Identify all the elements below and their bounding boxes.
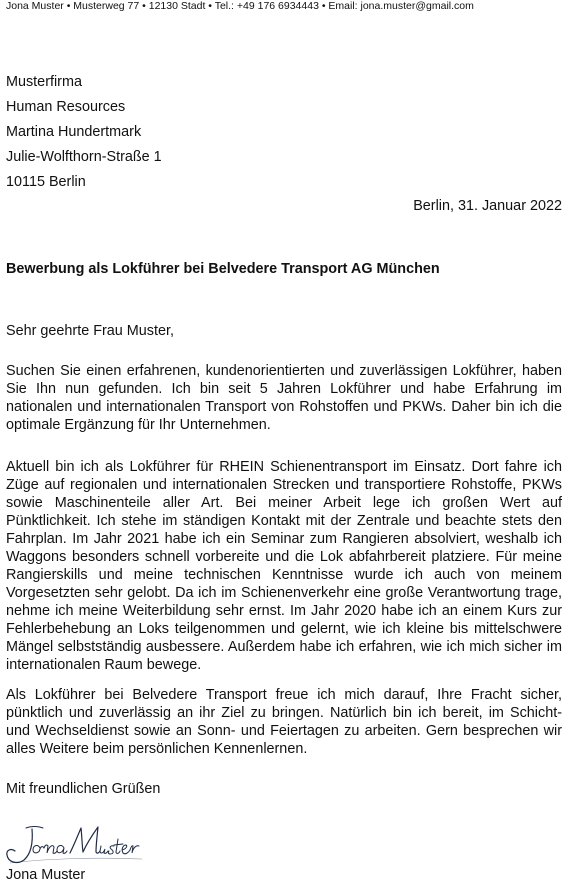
body-paragraph-experience: Aktuell bin ich als Lokführer für RHEIN Schienentransport im Einsatz. Dort fahre ich Züge auf regionalen und internationalen Strecken und transportiere Rohstoffe, PKWs sowie Maschinenteile aller Art. Bei meiner Arbeit lege ich großen Wert auf Pünktlichkeit. Ich stehe im ständigen Kontakt mit der Zentrale und beachte stets den Fahrplan. Im Jahr 2021 habe ich ein Seminar zum Rangieren absolviert, weshalb ich Waggons besonders schnell vorbereite und die Lok abfahrbereit platziere. Für meine Rangierskills und meine technischen Kenntnisse wurde ich auch von meinem Vorgesetzten sehr gelobt. Da ich im Schienenverkehr eine große Verantwortung trage, nehme ich meine Weiterbildung sehr ernst. Im Jahr 2020 habe ich an einem Kurs zur Fehlerbehebung an Loks teilgenommen und gelernt, wie ich kleine bis mittelschwere Mängel selbstständig ausbessere. Außerdem habe ich erfahren, wie ich mich sicher im internationalen Raum bewege. (6, 459, 562, 673)
letter-subject: Bewerbung als Lokführer bei Belvedere Transport AG München (6, 261, 440, 277)
salutation: Sehr geehrte Frau Muster, (6, 323, 174, 339)
handwritten-signature (2, 815, 152, 867)
letter-date: Berlin, 31. Januar 2022 (413, 198, 562, 214)
closing-phrase: Mit freundlichen Grüßen (6, 781, 161, 797)
sender-address-line: Jona Muster • Musterweg 77 • 12130 Stadt • Tel.: +49 176 6934443 • Email: jona.muster@gmail.com (6, 0, 474, 12)
recipient-city: 10115 Berlin (6, 174, 86, 190)
printed-signer-name: Jona Muster (6, 867, 86, 883)
recipient-contact: Martina Hundertmark (6, 124, 142, 140)
body-paragraph-intro: Suchen Sie einen erfahrenen, kundenorientierten und zuverlässigen Lokführer, haben Sie Ihn nun gefunden. Ich bin seit 5 Jahren Lokführer und habe Erfahrung im nationalen und internationalen Transport von Rohstoffen und PKWs. Daher bin ich die optimale Ergänzung für Ihr Unternehmen. (6, 363, 562, 433)
body-paragraph-motivation: Als Lokführer bei Belvedere Transport freue ich mich darauf, Ihre Fracht sicher, pünktlich und zuverlässig an ihr Ziel zu bringen. Natürlich bin ich bereit, im Schicht- und Wechseldienst sowie an Sonn- und Feiertagen zu arbeiten. Gern besprechen wir alles Weitere beim persönlichen Kennenlernen. (6, 687, 562, 757)
recipient-department: Human Resources (6, 99, 126, 115)
recipient-address-block (6, 70, 162, 195)
recipient-street: Julie-Wolfthorn-Straße 1 (6, 149, 162, 165)
recipient-company: Musterfirma (6, 74, 82, 90)
